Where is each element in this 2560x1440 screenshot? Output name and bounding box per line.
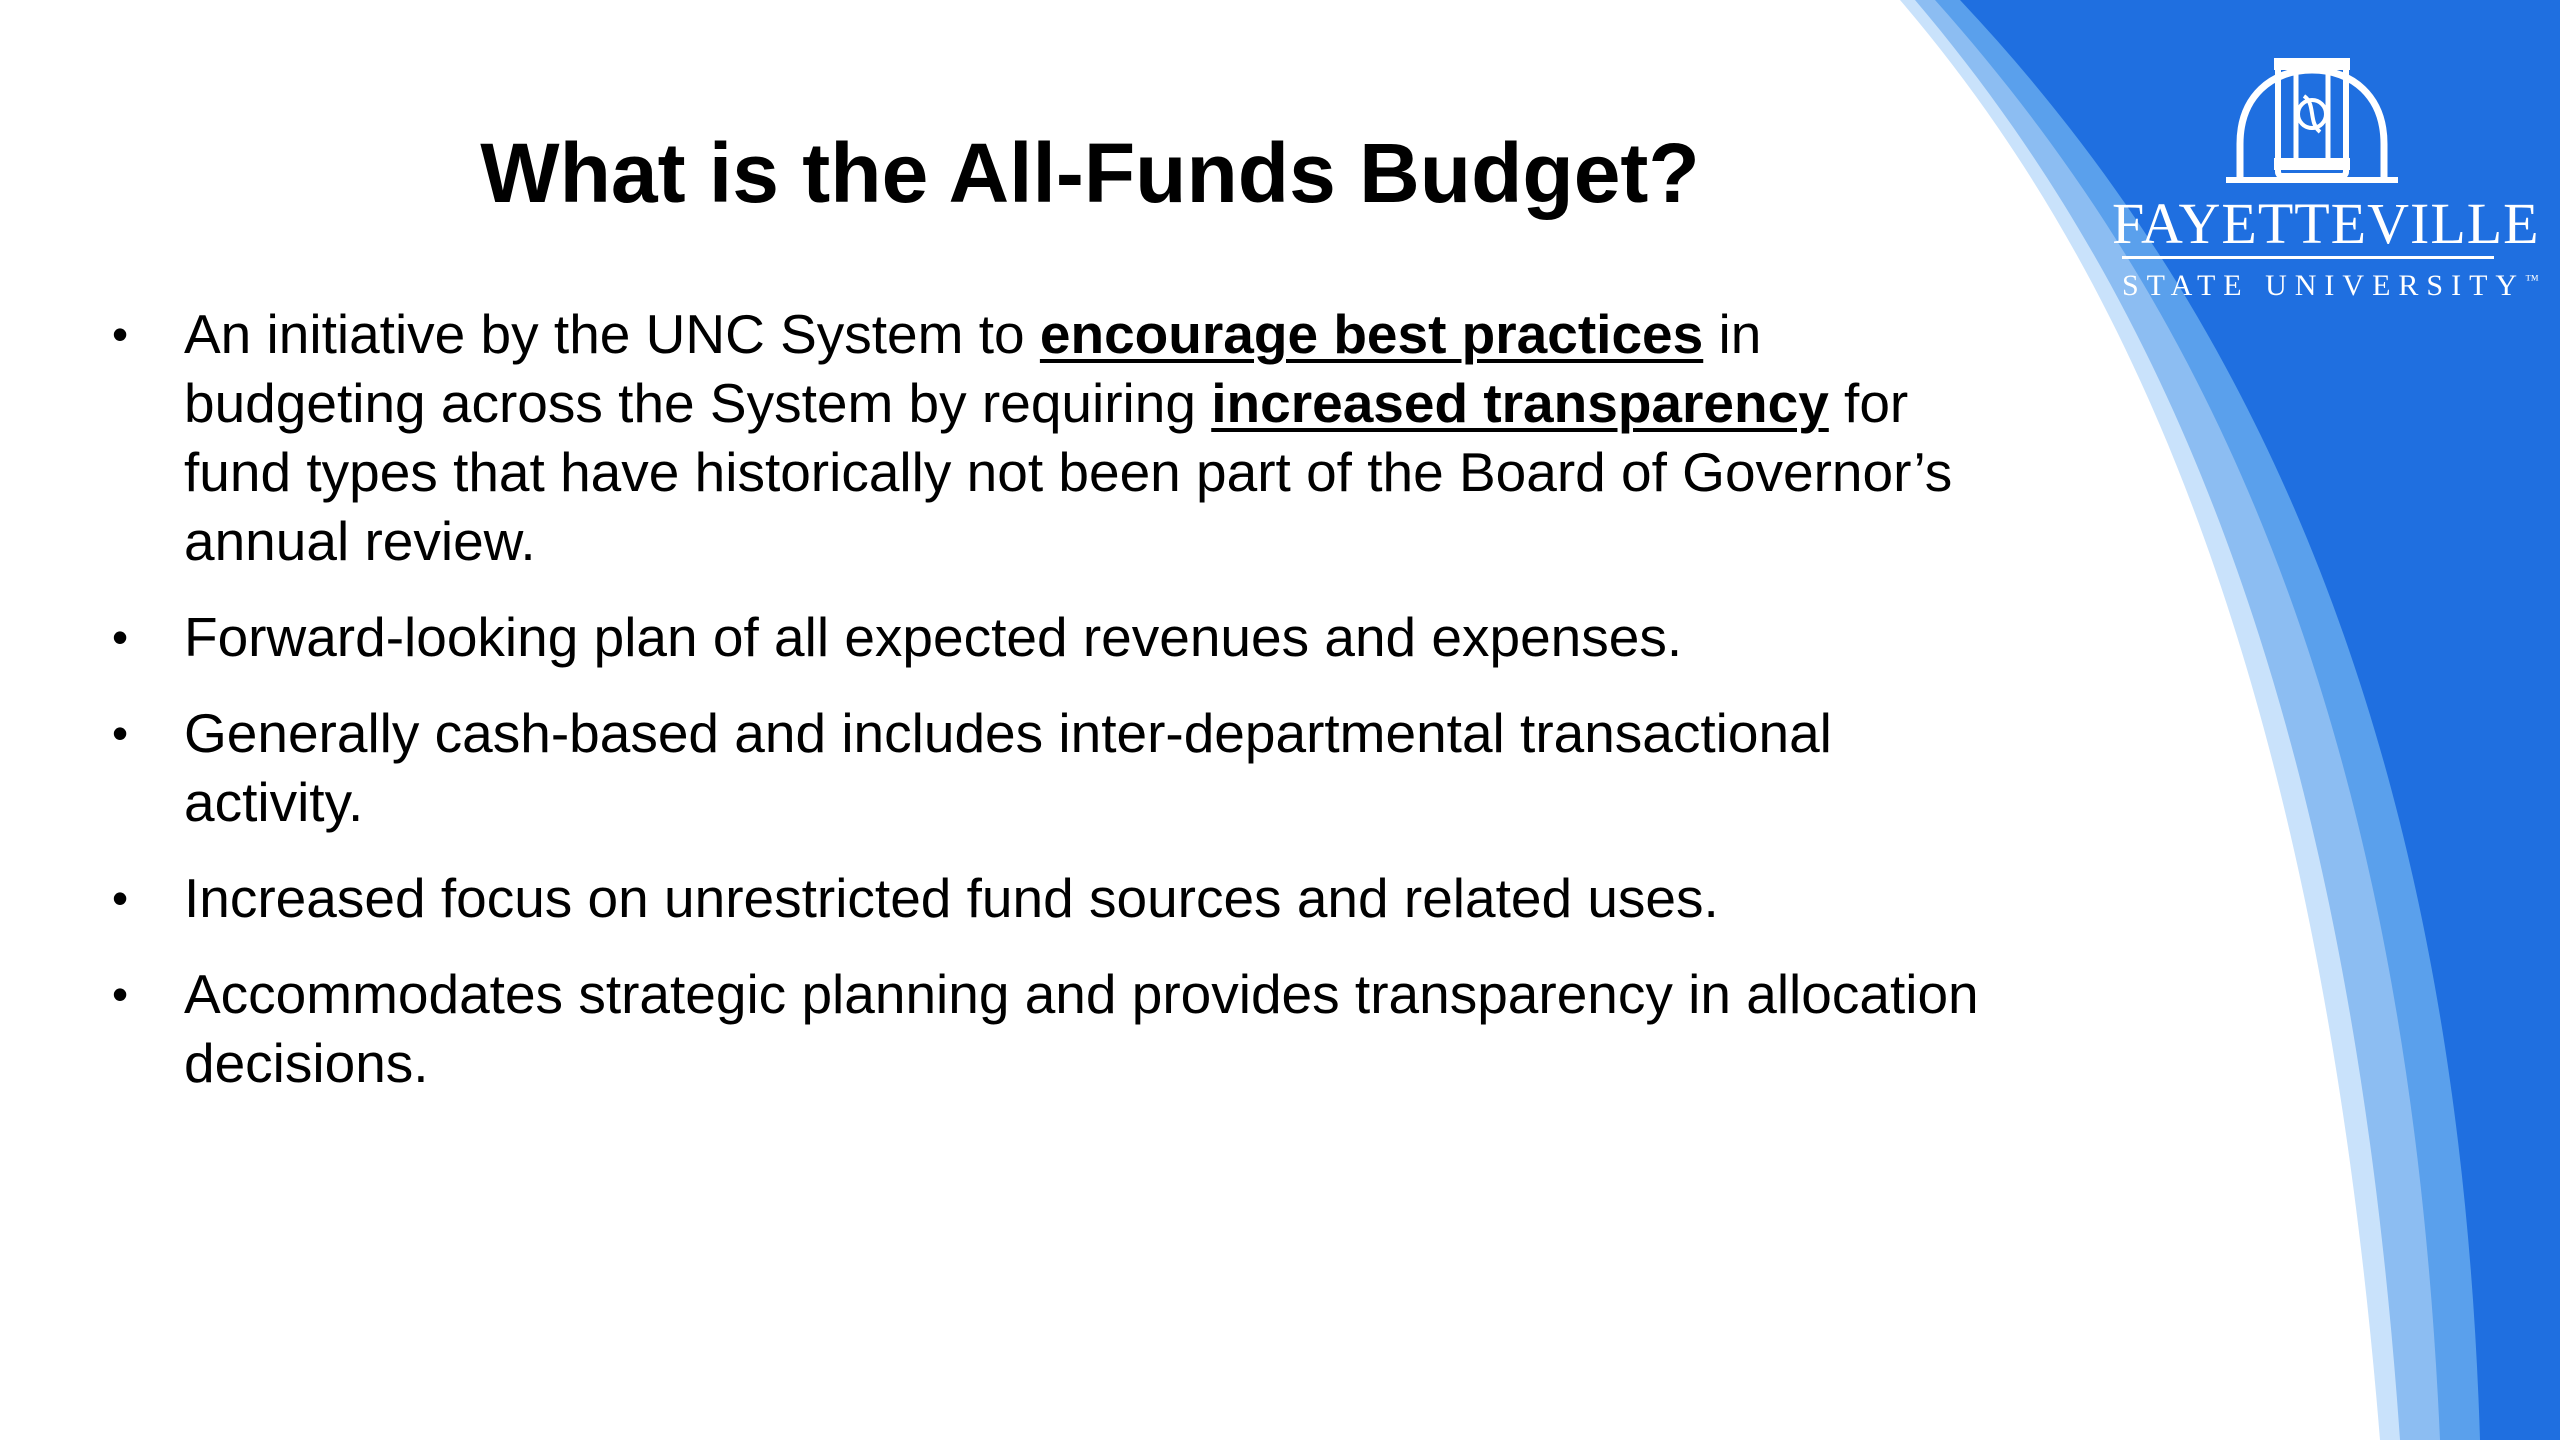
slide-title: What is the All-Funds Budget? <box>480 126 1700 220</box>
university-logo <box>2100 56 2540 302</box>
bullet-text: Generally cash-based and includes inter-departmental transactional activity. <box>184 702 1832 833</box>
bullet-marker: • <box>112 308 129 360</box>
clock-tower-icon <box>2212 56 2412 186</box>
bullet-text: in budgeting across the System by requiring <box>184 303 1762 434</box>
bullet-item <box>112 603 2012 672</box>
bullet-list <box>112 300 2012 1125</box>
bullet-text: Increased focus on unrestricted fund sources and related uses. <box>184 867 1719 929</box>
bullet-marker: • <box>112 968 129 1020</box>
logo-divider <box>2122 256 2494 259</box>
bullet-marker: • <box>112 872 129 924</box>
bullet-item <box>112 960 2012 1098</box>
logo-name: FAYETTEVILLE <box>2112 191 2540 256</box>
bullet-text: An initiative by the UNC System to <box>184 303 1040 365</box>
emphasis-text: increased transparency <box>1211 372 1829 434</box>
bullet-item <box>112 864 2012 933</box>
bullet-text: Accommodates strategic planning and provides transparency in allocation decisions. <box>184 963 1979 1094</box>
bullet-item <box>112 300 2012 576</box>
bullet-item <box>112 699 2012 837</box>
bullet-text: Forward-looking plan of all expected revenues and expenses. <box>184 606 1683 668</box>
logo-subtitle: STATE UNIVERSITY™ <box>2122 269 2539 302</box>
bullet-marker: • <box>112 707 129 759</box>
bullet-marker: • <box>112 611 129 663</box>
emphasis-text: encourage best practices <box>1039 303 1704 365</box>
bullet-text: for fund types that have historically not been part of the Board of Governor’s annual review. <box>184 372 1953 572</box>
